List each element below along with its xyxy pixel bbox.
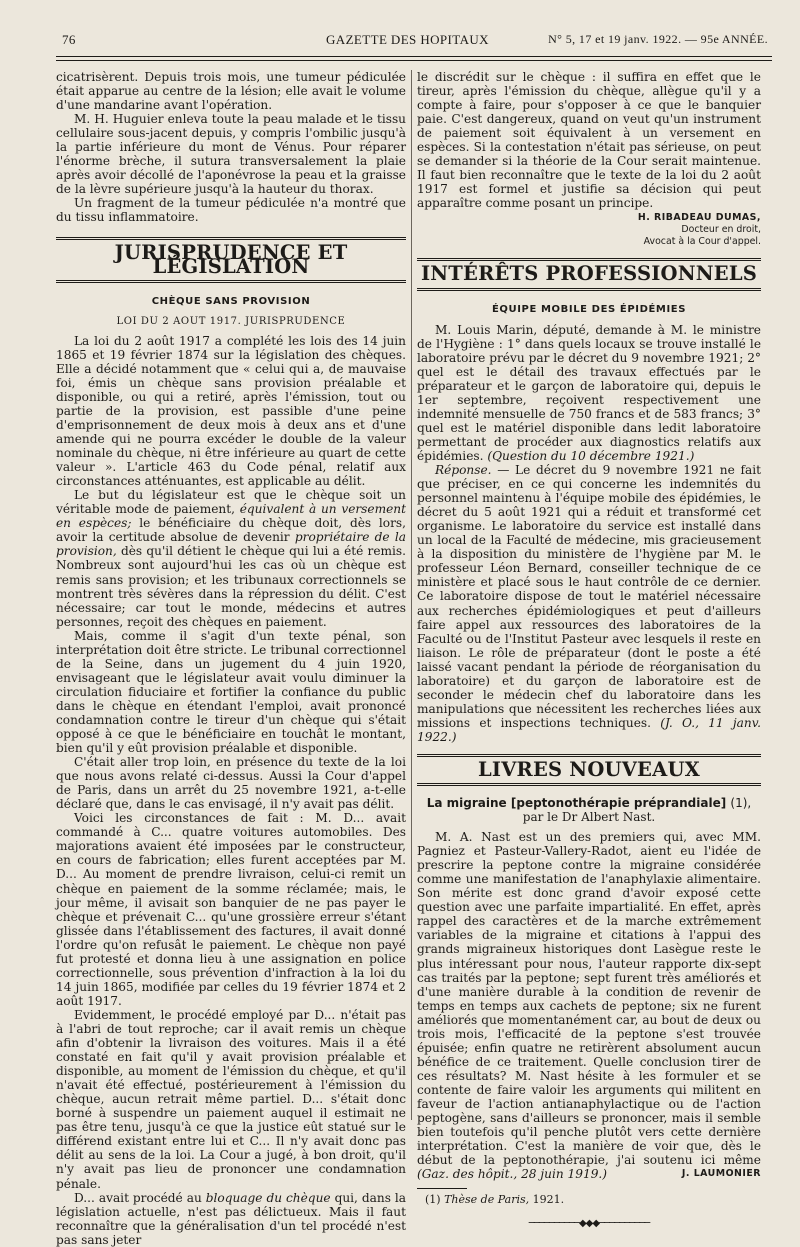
jurisprudence-title: JURISPRUDENCE ET LÉGISLATION (114, 240, 348, 278)
journal-title: GAZETTE DES HOPITAUX (326, 32, 489, 47)
header-rule (56, 56, 772, 57)
interets-title: INTÉRÊTS PROFESSIONNELS (420, 262, 758, 286)
book-review-paragraph: M. A. Nast est un des premiers qui, avec MM. Pagniez et Pasteur-Vallery-Radot, aient eu l'idée de prescrire la peptone contre la migraine considérée comme une manifestation de l'anaphylaxie alimentaire. Son mérite est donc grand d'avoir exposé cette question avec une parfaite impartialité. En effet, après rappel des caractères et de la marche extrêmement variables de la migraine et citations à l'appui des grands migraineux historiques dont Lasègue reste le plus intéressant pour nous, l'auteur rapporte dix-sept cas traités par la peptone; sept furent très améliorés et d'une manière durable à la condition de revenir de temps en temps aux cachets de peptone; six ne furent améliorés que momentanément car, au bout de deux ou trois mois, l'efficacité de la peptone s'est trouvée épuisée; enfin quatre ne retirèrent absolument aucun bénéfice de ce traitement. Quelle conclusion tirer de ces résultats? M. Nast hésite à les formuler et se contente de faire valoir les arguments qui militent en faveur de l'action antianaphylactique ou de l'action peptogène, sans d'ailleurs se prononcer, mais il semble bien toutefois qu'il penche plutôt vers cette dernière interprétation. C'est la manière de voir que, dès le début de la peptonothérapie, j'ai soutenu ici même (Gaz. des hôpit., 28 juin 1919.) (417, 830, 761, 1182)
loi-subheading: LOI DU 2 AOUT 1917. JURISPRUDENCE (116, 315, 346, 327)
page-number: 76 (62, 32, 76, 47)
jurisprudence-paragraph-2: Le but du législateur est que le chèque soit un véritable mode de paiement, équivalent à un versement en espèces; le bénéficiaire du chèque doit, dès lors, avoir la certitude absolue de devenir propriétaire de la provision, dès qu'il détient le chèque qui lui a été remis. Nombreux sont aujourd'hui les cas où un chèque est remis sans provision; et les tribunaux correctionnels se montrent très sévères dans la répression du délit. C'est nécessaire; car tout le monde, médecins et autres personnes, reçoit des chèques en paiement. (56, 488, 407, 629)
cheque-heading: CHÈQUE SANS PROVISION (151, 295, 311, 307)
ornament-divider: ──────────◆◆◆────────── (528, 1218, 650, 1230)
section-rule-bottom-2 (417, 288, 761, 291)
continued-paragraph: le discrédit sur le chèque : il suffira en effet que le tireur, après l'émission du chèque, allègue qu'il y a compte à faire, pour s'opposer à ce que le banquier paie. C'est dangereux, quand on veut qu'un instrument de paiement soit équivalent à un versement en espèces. Si la contestation n'était pas sérieuse, on peut se demander si la théorie de la Cour serait maintenue. Il faut bien reconnaître que le texte de la loi du 2 août 1917 est formel et justifie sa décision qui peut apparaître comme posant un principe. (417, 70, 761, 211)
section-rule-bottom-3 (417, 783, 761, 786)
intro-paragraph-1: cicatrisèrent. Depuis trois mois, une tumeur pédiculée était apparue au centre de la lésion; elle avait le volume d'une mandarine avant l'opération. (56, 70, 406, 113)
issue-info: N° 5, 17 et 19 janv. 1922. — 95e ANNÉE. (548, 32, 768, 46)
section-rule-top-3 (417, 754, 761, 757)
jurisprudence-paragraph-5: Voici les circonstances de fait : M. D... avait commandé à C... quatre voitures automobiles. Des majorations avaient été imposées par le constructeur, en cours de fabrication; elles furent acceptées par M. D... Au moment de prendre livraison, celui-ci remit un chèque en paiement de la somme réclamée; mais, le jour même, il avisait son banquier de ne pas payer le chèque et prévenait C... qu'une grossière erreur s'étant glissée dans l'établissement des factures, il avait donné l'ordre qu'on refusât le paiement. Le chèque non payé fut protesté et donna lieu à une assignation en police correctionnelle, sous prévention d'infraction à la loi du 14 juin 1865, modifiée par celles du 19 février 1874 et 2 août 1917. (56, 811, 406, 1008)
jurisprudence-paragraph-1: La loi du 2 août 1917 a complété les lois des 14 juin 1865 et 19 février 1874 sur la législation des chèques. Elle a décidé notamment que « celui qui a, de mauvaise foi, émis un chèque sans provision préalable et disponible, ou qui a retiré, après l'émission, tout ou partie de la provision, est passible d'une peine d'emprisonnement de deux mois à deux ans et d'une amende qui ne pourra excéder le double de la valeur nominale du chèque, ni être inférieure au quart de cette valeur ». L'article 463 du Code pénal, relatif aux circonstances atténuantes, est applicable au délit. (56, 333, 406, 489)
signature-laumonier: J. LAUMONIER (681, 1168, 761, 1180)
book-title: La migraine [peptonothérapie préprandiale] (1), (426, 796, 752, 811)
jurisprudence-paragraph-6: Evidemment, le procédé employé par D... n'était pas à l'abri de tout reproche; car il avait remis un chèque afin d'obtenir la livraison des voitures. Mais il a été constaté en fait qu'il y avait provision préalable et disponible, au moment de l'émission du chèque, et qu'il n'avait été effectué, postérieurement à l'émission du chèque, aucun retrait même partiel. D... s'était donc borné à suspendre un paiement auquel il estimait ne pas être tenu, jusqu'à ce que la justice eût statué sur le différend existant entre lui et C... Il n'y avait donc pas délit au sens de la loi. La Cour a jugé, à bon droit, qu'il n'y avait pas lieu de prononcer une condamnation pénale. (56, 1007, 406, 1191)
book-author: par le Dr Albert Nast. (522, 810, 656, 825)
column-separator (411, 70, 412, 1120)
intro-paragraph-2: M. H. Huguier enleva toute la peau malade et le tissu cellulaire sous-jacent depuis, y compris l'ombilic jusqu'à la partie inférieure du mont de Vénus. Pour réparer l'énorme brèche, il sutura transversalement la plaie après avoir décollé de l'aponévrose la peau et la graisse de la lèvre supérieure jusqu'à la hauteur du thorax. (56, 112, 406, 197)
equipe-heading: ÉQUIPE MOBILE DES ÉPIDÉMIES (491, 303, 687, 315)
intro-paragraph-3: Un fragment de la tumeur pédiculée n'a montré que du tissu inflammatoire. (56, 196, 406, 225)
running-header (56, 28, 772, 52)
section-rule-bottom (56, 280, 406, 283)
question-paragraph: M. Louis Marin, député, demande à M. le ministre de l'Hygiène : 1° dans quels locaux se trouve installé le laboratoire prévu par le décret du 9 novembre 1921; 2° quel est le détail des travaux effectués par le préparateur et le garçon de laboratoire qui, depuis le 1er septembre, reçoivent respectivement une indemnité mensuelle de 750 francs et de 583 francs; 3° quel est le matériel disponible dans ledit laboratoire permettant de procéder aux diagnostics relatifs aux épidémies. (Question du 10 décembre 1921.) (417, 322, 761, 463)
signature-ribadeau (417, 212, 761, 248)
section-rule-top (56, 237, 406, 240)
right-column (417, 70, 761, 1231)
signature-line-1: Docteur en droit, (681, 224, 761, 236)
livres-title: LIVRES NOUVEAUX (478, 757, 700, 781)
signature-line-2: Avocat à la Cour d'appel. (643, 236, 761, 248)
signature-name: H. RIBADEAU DUMAS, (637, 212, 761, 224)
jurisprudence-paragraph-3: Mais, comme il s'agit d'un texte pénal, son interprétation doit être stricte. Le tribunal correctionnel de la Seine, dans un jugement du 4 juin 1920, envisageant que le législateur avait voulu diminuer la circulation fiduciaire et fortifier la confiance du public dans le chèque en étendant l'emploi, avait prononcé condamnation contre le tireur d'un chèque qui s'était opposé à ce que le bénéficiaire en touchât le montant, bien qu'il y eût provision préalable et disponible. (56, 628, 406, 756)
footnote: (1) Thèse de Paris, 1921. (425, 1193, 565, 1207)
jurisprudence-paragraph-4: C'était aller trop loin, en présence du texte de la loi que nous avons relaté ci-dessus. Aussi la Cour d'appel de Paris, dans un arrêt du 25 novembre 1921, a-t-elle déclaré que, dans le cas envisagé, il n'y avait pas délit. (56, 755, 406, 812)
header-rule-2 (56, 60, 772, 61)
reponse-paragraph: Réponse. — Le décret du 9 novembre 1921 ne fait que préciser, en ce qui concerne les indemnités du personnel maintenu à l'équipe mobile des épidémies, le décret du 5 août 1921 qui a réduit et transformé cet organisme. Le laboratoire du service est installé dans un local de la Faculté de médecine, mis gracieusement à la disposition du ministère de l'hygiène par M. le professeur Léon Bernard, conseiller technique de ce ministère et placé sous le haut contrôle de ce dernier. Ce laboratoire dispose de tout le matériel nécessaire aux recherches épidémiologiques et peut d'ailleurs faire appel aux ressources des laboratoires de la Faculté ou de l'Institut Pasteur avec lesquels il reste en liaison. Le rôle de préparateur (dont le poste a été laissé vacant pendant la période de réorganisation du laboratoire) et du garçon de laboratoire est de seconder le médecin chef du laboratoire dans les manipulations que nécessitent les recherches liées aux missions et inspections techniques. (J. O., 11 janv. 1922.) (417, 463, 761, 744)
left-column (56, 70, 406, 1247)
footnote-rule (417, 1188, 467, 1189)
jurisprudence-paragraph-7: D... avait procédé au bloquage du chèque qui, dans la législation actuelle, n'est pas délictueux. Mais il faut reconnaître que la généralisation d'un tel procédé n'est pas sans jeter (56, 1190, 407, 1247)
